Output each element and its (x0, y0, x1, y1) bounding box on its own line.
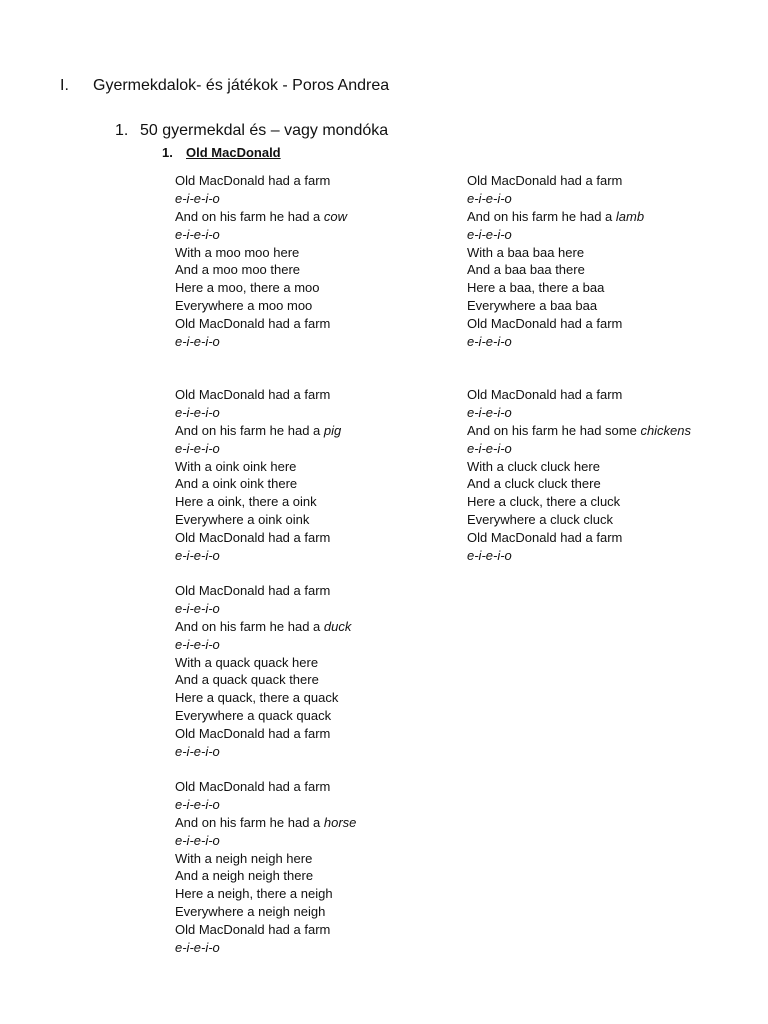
verse-duck (175, 582, 351, 761)
verse-refrain: e-i-e-i-o (175, 440, 220, 456)
farm-line-prefix: And on his farm he had a (175, 618, 324, 634)
verse-line: Old MacDonald had a farm (467, 173, 623, 188)
section-number: I. (60, 77, 69, 94)
verse-line: And a baa baa there (467, 262, 585, 278)
verse-line: Everywhere a oink oink (175, 512, 310, 528)
verse-line: Old MacDonald had a farm (467, 387, 623, 402)
verse-line: With a baa baa here (467, 244, 585, 260)
verse-line: Old MacDonald had a farm (175, 387, 331, 402)
verse-line: Here a moo, there a moo (175, 280, 320, 296)
verse-line: Everywhere a quack quack (175, 708, 332, 724)
verse-line: Old MacDonald had a farm (175, 922, 331, 938)
verse-farm-line (175, 618, 351, 636)
verse-horse (175, 778, 356, 957)
verse-refrain: e-i-e-i-o (175, 404, 220, 420)
verse-line: Everywhere a moo moo (175, 298, 313, 314)
song-number: 1. (162, 145, 173, 160)
verse-line: Here a neigh, there a neigh (175, 886, 333, 902)
verse-refrain: e-i-e-i-o (467, 190, 512, 206)
verse-line: Everywhere a neigh neigh (175, 904, 326, 920)
verse-refrain: e-i-e-i-o (467, 548, 512, 564)
subsection-heading (115, 121, 388, 141)
verse-refrain: e-i-e-i-o (175, 636, 220, 652)
verse-line: Old MacDonald had a farm (175, 173, 331, 188)
verse-farm-line (175, 208, 347, 226)
animal-name: horse (323, 814, 357, 830)
animal-name: lamb (615, 208, 645, 224)
verse-farm-line (175, 422, 341, 440)
verse-refrain: e-i-e-i-o (175, 744, 220, 760)
verse-refrain: e-i-e-i-o (175, 334, 220, 350)
verse-line: Old MacDonald had a farm (175, 726, 331, 742)
verse-line: Old MacDonald had a farm (467, 530, 623, 546)
verse-line: With a neigh neigh here (175, 850, 313, 866)
subsection-number: 1. (115, 122, 129, 139)
section-title: Gyermekdalok- és játékok - Poros Andrea (93, 77, 390, 94)
verse-refrain: e-i-e-i-o (175, 832, 220, 848)
verse-chickens (467, 386, 691, 565)
verse-refrain: e-i-e-i-o (175, 600, 220, 616)
verse-pig (175, 386, 341, 565)
animal-name: pig (323, 422, 342, 438)
verse-farm-line (467, 422, 691, 440)
verse-line: Everywhere a cluck cluck (467, 512, 613, 528)
verse-line: And a quack quack there (175, 672, 319, 688)
animal-name: duck (323, 618, 352, 634)
verse-refrain: e-i-e-i-o (175, 796, 220, 812)
animal-name: cow (323, 208, 347, 224)
verse-refrain: e-i-e-i-o (175, 548, 220, 564)
verse-line: Here a cluck, there a cluck (467, 494, 621, 510)
verse-farm-line (175, 814, 356, 832)
verse-line: And a cluck cluck there (467, 476, 601, 492)
verse-refrain: e-i-e-i-o (175, 226, 220, 242)
verse-line: Everywhere a baa baa (467, 298, 598, 314)
farm-line-prefix: And on his farm he had a (175, 208, 324, 224)
verse-line: Here a baa, there a baa (467, 280, 605, 296)
verse-line: With a moo moo here (175, 244, 300, 260)
verse-refrain: e-i-e-i-o (467, 226, 512, 242)
verse-refrain: e-i-e-i-o (467, 440, 512, 456)
section-heading (60, 76, 389, 96)
verse-line: Old MacDonald had a farm (175, 530, 331, 546)
verse-line: With a cluck cluck here (467, 458, 600, 474)
verse-line: And a oink oink there (175, 476, 298, 492)
verse-lamb (467, 172, 644, 351)
verse-line: With a quack quack here (175, 654, 319, 670)
farm-line-prefix: And on his farm he had some (467, 422, 641, 438)
farm-line-prefix: And on his farm he had a (175, 422, 324, 438)
song-title: Old MacDonald (186, 145, 281, 160)
verse-line: With a oink oink here (175, 458, 297, 474)
verse-farm-line (467, 208, 644, 226)
verse-line: And a moo moo there (175, 262, 301, 278)
verse-refrain: e-i-e-i-o (467, 404, 512, 420)
verse-refrain: e-i-e-i-o (175, 190, 220, 206)
verse-line: Here a oink, there a oink (175, 494, 317, 510)
verse-line: Old MacDonald had a farm (467, 316, 623, 332)
verse-line: Old MacDonald had a farm (175, 779, 331, 794)
farm-line-prefix: And on his farm he had a (175, 814, 324, 830)
verse-refrain: e-i-e-i-o (175, 940, 220, 956)
animal-name: chickens (640, 422, 692, 438)
subsection-title: 50 gyermekdal és – vagy mondóka (140, 122, 389, 139)
verse-line: And a neigh neigh there (175, 868, 314, 884)
verse-line: Here a quack, there a quack (175, 690, 339, 706)
verse-cow (175, 172, 347, 351)
verse-line: Old MacDonald had a farm (175, 583, 331, 598)
verse-line: Old MacDonald had a farm (175, 316, 331, 332)
song-heading (162, 144, 281, 162)
farm-line-prefix: And on his farm he had a (467, 208, 616, 224)
verse-refrain: e-i-e-i-o (467, 334, 512, 350)
